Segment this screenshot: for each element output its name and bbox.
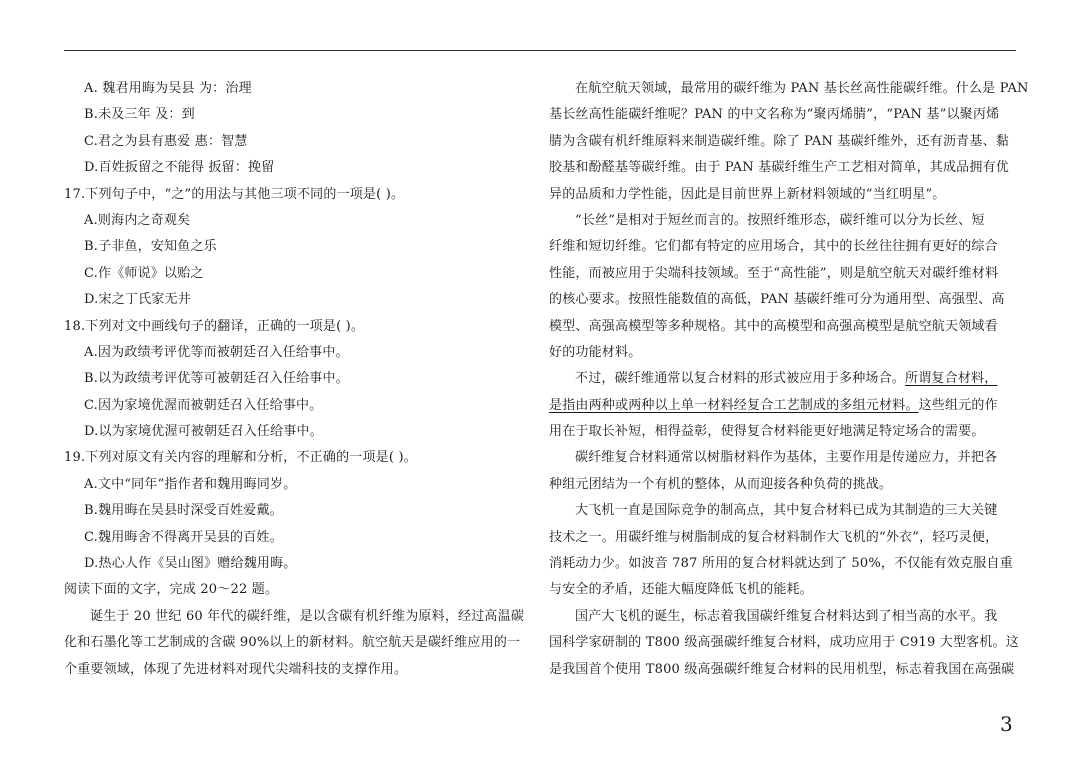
underlined-sentence: 所谓复合材料， [905, 371, 998, 387]
text-line: 种组元团结为一个有机的整体，从而迎接各种负荷的挑战。 [549, 476, 893, 492]
text-line: 国产大飞机的诞生，标志着我国碳纤维复合材料达到了相当高的水平。我 [575, 608, 998, 624]
text-line: B.魏用晦在吴县时深受百姓爱戴。 [84, 503, 283, 519]
left-column [64, 76, 534, 683]
text-line: 消耗动力少。如波音 787 所用的复合材料就达到了 50%，不仅能有效克服自重 [549, 556, 1013, 572]
header-rule [64, 50, 1016, 51]
text-line: B.未及三年 及：到 [84, 107, 195, 123]
text-line: 17.下列句子中，“之”的用法与其他三项不同的一项是( )。 [64, 186, 405, 202]
text-line: 基长丝高性能碳纤维呢？PAN 的中文名称为“聚丙烯腈”，“PAN 基”以聚丙烯 [549, 107, 1000, 123]
text-line: 诞生于 20 世纪 60 年代的碳纤维，是以含碳有机纤维为原料，经过高温碳 [90, 608, 525, 624]
text-line: 好的功能材料。 [549, 344, 642, 360]
text-line: 技术之一。用碳纤维与树脂制成的复合材料制作大飞机的“外衣”，轻巧灵便， [549, 529, 999, 545]
text-line: 的核心要求。按照性能数值的高低，PAN 基碳纤维可分为通用型、高强型、高 [549, 292, 1005, 308]
text-line: 纤维和短切纤维。它们都有特定的应用场合，其中的长丝往往拥有更好的综合 [549, 239, 998, 255]
text-line: 碳纤维复合材料通常以树脂材料作为基体，主要作用是传递应力，并把各 [575, 450, 998, 466]
text-line: 19.下列对原文有关内容的理解和分析，不正确的一项是( )。 [64, 450, 417, 466]
text-line: 18.下列对文中画线句子的翻译，正确的一项是( )。 [64, 318, 365, 334]
text-line: 胶基和酚醛基等碳纤维。由于 PAN 基碳纤维生产工艺相对简单，其成品拥有优 [549, 160, 1009, 176]
text-line: 异的品质和力学性能，因此是目前世界上新材料领域的“当红明星”。 [549, 186, 946, 202]
text-line: 国科学家研制的 T800 级高强碳纤维复合材料，成功应用于 C919 大型客机。这 [549, 635, 1019, 651]
text-line: 不过，碳纤维通常以复合材料的形式被应用于多种场合。所谓复合材料， [575, 371, 998, 387]
text-line: C.因为家境优渥而被朝廷召入任给事中。 [84, 397, 323, 413]
text-line: D.热心人作《吴山图》赠给魏用晦。 [84, 556, 297, 572]
text-line: 个重要领域，体现了先进材料对现代尖端科技的支撑作用。 [64, 661, 408, 677]
text-line: 模型、高强高模型等多种规格。其中的高模型和高强高模型是航空航天领域看 [549, 318, 998, 334]
page-number: 3 [1000, 712, 1013, 736]
text-line: 用在于取长补短，相得益彰，使得复合材料能更好地满足特定场合的需要。 [549, 424, 985, 440]
text-line: D.宋之丁氏家无井 [84, 292, 191, 308]
text-line: C.君之为县有惠爱 惠：智慧 [84, 133, 248, 149]
text-line: A. 魏君用晦为吴县 为：治理 [84, 81, 252, 96]
text-line: 在航空航天领域，最常用的碳纤维为 PAN 基长丝高性能碳纤维。什么是 PAN [575, 81, 1029, 96]
text-line: C.魏用晦舍不得离开吴县的百姓。 [84, 529, 283, 545]
text-line: 腈为含碳有机纤维原料来制造碳纤维。除了 PAN 基碳纤维外，还有沥青基、黏 [549, 133, 1009, 149]
text-line: B.子非鱼，安知鱼之乐 [84, 239, 217, 255]
text-line: 与安全的矛盾，还能大幅度降低飞机的能耗。 [549, 582, 814, 598]
text-line: A.文中“同年”指作者和魏用晦同岁。 [84, 476, 297, 492]
text-line: 是指由两种或两种以上单一材料经复合工艺制成的多组元材料。这些组元的作 [549, 397, 998, 413]
text-line: B.以为政绩考评优等可被朝廷召入任给事中。 [84, 371, 349, 387]
text-line: C.作《师说》以贻之 [84, 265, 204, 281]
underlined-sentence: 是指由两种或两种以上单一材料经复合工艺制成的多组元材料。 [549, 397, 919, 413]
text-line: 是我国首个使用 T800 级高强碳纤维复合材料的民用机型，标志着我国在高强碳 [549, 661, 1015, 677]
text-line: 大飞机一直是国际竞争的制高点，其中复合材料已成为其制造的三大关键 [575, 503, 998, 519]
right-column [549, 76, 1029, 683]
text-line: A.则海内之奇观矣 [84, 212, 191, 228]
text-line: A.因为政绩考评优等而被朝廷召入任给事中。 [84, 344, 349, 360]
text-line: 性能，而被应用于尖端科技领域。至于“高性能”，则是航空航天对碳纤维材料 [549, 265, 999, 281]
text-line: D.百姓扳留之不能得 扳留：挽留 [84, 160, 275, 176]
text-line: “长丝”是相对于短丝而言的。按照纤维形态，碳纤维可以分为长丝、短 [575, 212, 985, 228]
text-line: 化和石墨化等工艺制成的含碳 90%以上的新材料。航空航天是碳纤维应用的一 [64, 635, 521, 651]
text-line: D.以为家境优渥可被朝廷召入任给事中。 [84, 424, 323, 440]
text-line: 阅读下面的文字，完成 20～22 题。 [64, 582, 279, 598]
